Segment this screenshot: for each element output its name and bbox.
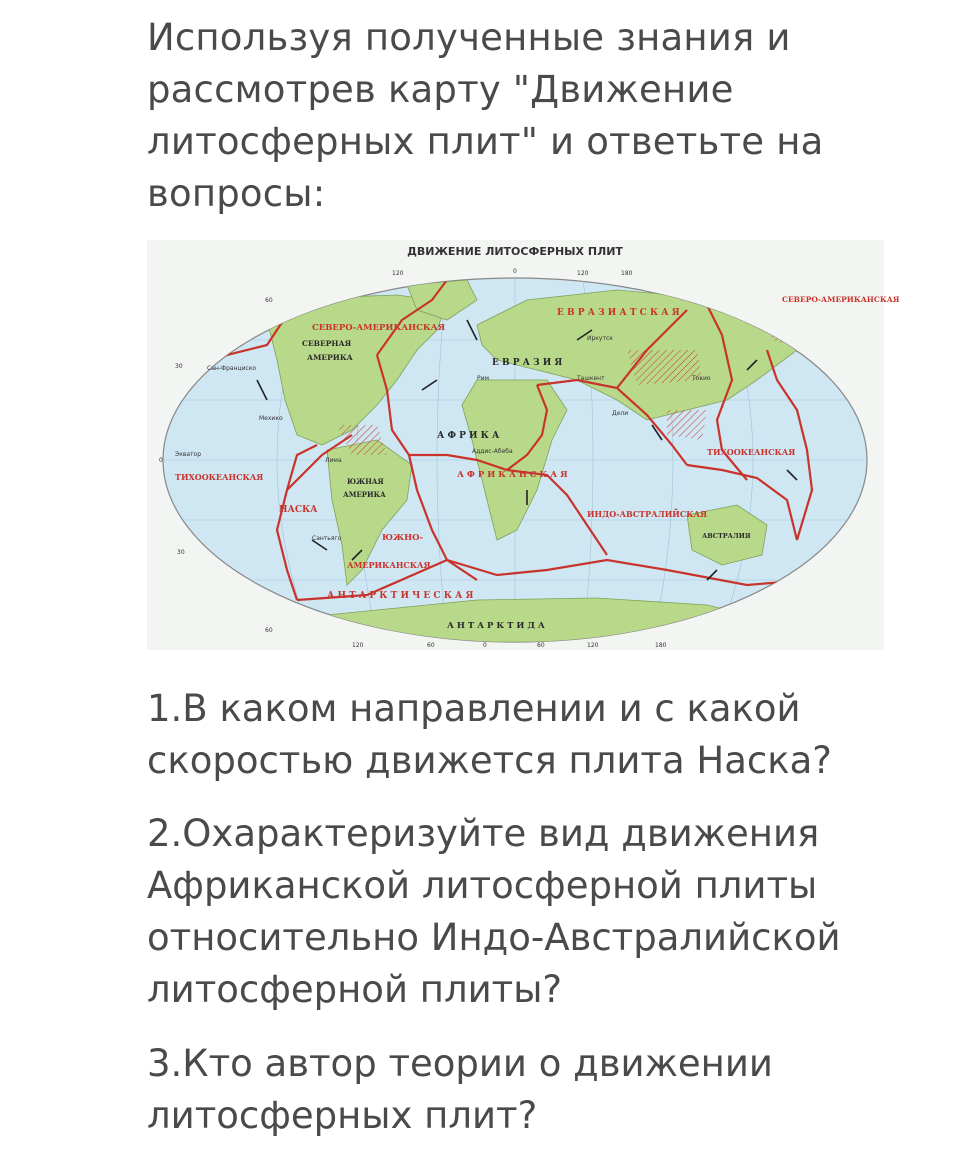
plate-african: А Ф Р И К А Н С К А Я	[457, 470, 568, 480]
plate-nazca: НАСКА	[279, 505, 318, 515]
plate-south-american-1: ЮЖНО-	[382, 533, 424, 543]
lon-label-top-3: 180	[621, 270, 633, 277]
hatch-zone-asia	[627, 350, 702, 385]
lon-label-top-0: 120	[392, 270, 404, 277]
continent-north-america-2: АМЕРИКА	[307, 353, 353, 362]
lat-label-0: 0	[159, 457, 163, 464]
lon-label-top-2: 120	[577, 270, 589, 277]
plate-pacific-west: ТИХООКЕАНСКАЯ	[175, 472, 264, 482]
lon-label-bottom-1: 60	[427, 642, 435, 649]
city-santiago: Сантьяго	[312, 535, 342, 542]
plate-eurasian: Е В Р А З И А Т С К А Я	[557, 308, 680, 318]
lon-label-bottom-3: 60	[537, 642, 545, 649]
question-3: 3.Кто автор теории о движении литосферных плит?	[147, 1042, 773, 1137]
plate-south-american-2: АМЕРИКАНСКАЯ	[347, 560, 431, 570]
intro-text: Используя полученные знания и рассмотрев карту "Движение литосферных плит" и ответьте на вопросы:	[147, 16, 824, 215]
question-2: 2.Охарактеризуйте вид движения Африканской литосферной плиты относительно Индо-Австралийской литосферной плиты?	[147, 812, 841, 1011]
lon-label-bottom-2: 0	[483, 642, 487, 649]
map-title: ДВИЖЕНИЕ ЛИТОСФЕРНЫХ ПЛИТ	[407, 245, 623, 258]
city-tashkent: Ташкент	[577, 375, 605, 382]
lat-label-30s: 30	[177, 549, 185, 556]
city-mexico: Мехико	[259, 415, 283, 422]
plate-north-american: СЕВЕРО-АМЕРИКАНСКАЯ	[312, 323, 446, 333]
lon-label-bottom-0: 120	[352, 642, 364, 649]
city-irkutsk: Иркутск	[587, 335, 613, 342]
plate-pacific-east: ТИХООКЕАНСКАЯ	[707, 447, 796, 457]
equator-label: Экватор	[175, 451, 202, 458]
question-1: 1.В каком направлении и с какой скоростью движется плита Наска?	[147, 687, 832, 782]
continent-north-america-1: СЕВЕРНАЯ	[302, 339, 352, 348]
city-rome: Рим	[477, 375, 490, 382]
continent-eurasia: Е В Р А З И Я	[492, 358, 563, 368]
lon-label-bottom-5: 180	[655, 642, 667, 649]
continent-africa: А Ф Р И К А	[437, 431, 500, 441]
city-tokyo: Токио	[692, 375, 711, 382]
city-delhi: Дели	[612, 410, 629, 417]
plate-north-american-east: СЕВЕРО-АМЕРИКАНСКАЯ	[782, 295, 900, 304]
plate-antarctic: А Н Т А Р К Т И Ч Е С К А Я	[327, 591, 474, 601]
lon-label-bottom-4: 120	[587, 642, 599, 649]
city-addis-ababa: Аддис-Абеба	[472, 448, 513, 455]
lat-label-60s: 60	[265, 627, 273, 634]
city-san-francisco: Сан-Франциско	[207, 365, 257, 372]
continent-south-america-2: АМЕРИКА	[343, 490, 386, 499]
continent-south-america-1: ЮЖНАЯ	[347, 477, 384, 486]
plate-indo-australian: ИНДО-АВСТРАЛИЙСКАЯ	[587, 509, 708, 519]
city-lima: Лима	[325, 457, 342, 464]
lat-label-30n: 30	[175, 363, 183, 370]
plate-tectonics-map	[147, 240, 900, 650]
continent-australia: АВСТРАЛИЯ	[702, 532, 751, 540]
hatch-zone-japan	[667, 410, 707, 440]
lat-label-60n: 60	[265, 297, 273, 304]
continent-antarctica: А Н Т А Р К Т И Д А	[447, 621, 545, 631]
lon-label-top-1: 0	[513, 268, 517, 275]
